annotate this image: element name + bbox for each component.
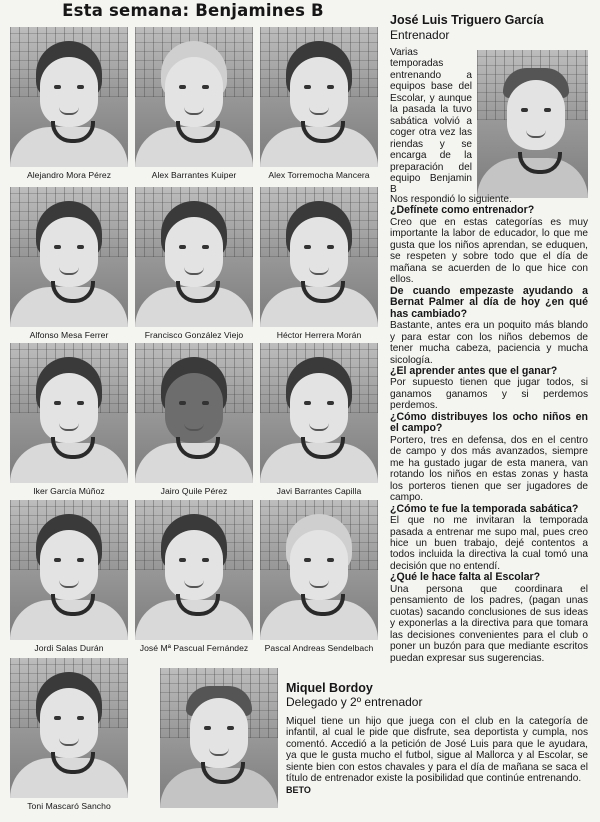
delegate-header <box>286 681 422 709</box>
player-photo <box>260 343 378 483</box>
player-name: Toni Mascaró Sancho <box>27 801 111 811</box>
player-name: Francisco González Viejo <box>144 330 244 340</box>
delegate-role: Delegado y 2º entrenador <box>286 695 423 709</box>
player-name: Alfonso Mesa Ferrer <box>29 330 109 340</box>
player-photo <box>260 500 378 640</box>
player-name: Javi Barrantes Capilla <box>276 486 362 496</box>
delegate-text-block <box>286 716 588 796</box>
coach-header <box>390 13 544 42</box>
player-card <box>260 187 378 340</box>
player-card <box>10 187 128 340</box>
coach-name: José Luis Triguero García <box>390 13 544 27</box>
delegate-name: Miquel Bordoy <box>286 681 373 695</box>
question: ¿Qué le hace falta al Escolar? <box>390 571 541 584</box>
player-photo <box>10 187 128 327</box>
player-card <box>10 500 128 653</box>
player-name: Jordi Salas Durán <box>34 643 104 653</box>
player-card <box>10 27 128 180</box>
player-name: Jairo Quile Pérez <box>160 486 228 496</box>
answer: Una persona que coordinara el pensamiento de los padres, (pagan unas cuotas) sacando conclusiones de sus ideas y exponerlas a la directiva para que tomara las decisiones convenientes para el club o poner un buzón para que mediante escritos puedan expresar sus sugerencias. <box>390 583 588 664</box>
player-name: Héctor Herrera Morán <box>276 330 362 340</box>
player-card <box>135 500 253 653</box>
answer: Bastante, antes era un poquito más blando y para estar con los niños debemos de tener mucha cabeza, paciencia y mucha sicología. <box>390 320 588 366</box>
coach-intro-text: Varias temporadas entrenando a equipos base del Escolar, y aunque la pasada la tuvo sabática volvió a coger otra vez las riendas y se encarga de la preparación del equipo Benjamin B <box>390 47 472 196</box>
player-photo <box>10 343 128 483</box>
player-photo <box>260 27 378 167</box>
player-card <box>135 27 253 180</box>
interview <box>390 194 588 664</box>
player-card <box>260 27 378 180</box>
question: ¿Defínete como entrenador? <box>390 204 535 217</box>
player-photo <box>135 500 253 640</box>
player-photo <box>10 500 128 640</box>
player-card <box>135 187 253 340</box>
intro-tail: Nos respondió lo siguiente. <box>390 194 512 205</box>
delegate-text: Miquel tiene un hijo que juega con el club en la categoría de infantil, al cual le pide que disfrute, sea deportista y cumpla, nos comentó. Accedió a la petición de José Luis para que le ayudara, ya que le gusta mucho el futbol, sigue al Mallorca y al Escolar, se siente bien con estos chavales y para el día de mañana se saca el título de entrenador existe la posibilidad que continúe entrenando. <box>286 716 588 785</box>
player-card <box>260 343 378 496</box>
player-photo <box>260 187 378 327</box>
player-photo <box>10 27 128 167</box>
player-card <box>260 500 378 653</box>
delegate-photo <box>160 668 278 808</box>
player-name: Pascal Andreas Sendelbach <box>264 643 374 653</box>
coach-photo-image <box>477 50 588 198</box>
coach-role: Entrenador <box>390 28 450 42</box>
player-name: Iker García Múñoz <box>33 486 105 496</box>
answer: Portero, tres en defensa, dos en el centro de campo y dos más avanzados, siempre me ha gustado jugar de esta manera, van rotando los niños en estas zonas y hasta los porteros tienen que ser jugadores de campo. <box>390 434 588 504</box>
player-name: Alex Torremocha Mancera <box>268 170 370 180</box>
answer: Por supuesto tienen que jugar todos, si ganamos ganamos y si perdemos perdemos. <box>390 377 588 412</box>
player-photo <box>135 187 253 327</box>
player-photo <box>10 658 128 798</box>
player-card <box>135 343 253 496</box>
author-signature: BETO <box>286 784 311 795</box>
answer: Creo que en estas categorías es muy importante la labor de educador, lo que me gusta que los niños aprendan, se eduquen, se respeten y sobre todo que el día de mañana se acuerden de lo que hice con ellos. <box>390 216 588 286</box>
question: ¿Cómo distribuyes los ocho niños en el campo? <box>390 410 588 435</box>
player-card <box>10 343 128 496</box>
player-photo <box>135 343 253 483</box>
answer: El que no me invitaran la temporada pasada a entrenar me supo mal, pues creo hice un buen trabajo, dejé contentos a todos incluida la directiva la cual tomó una decisión que no entendí. <box>390 515 588 572</box>
page-title: Esta semana: Benjamines B <box>62 1 324 20</box>
player-name: José Mª Pascual Fernández <box>139 643 249 653</box>
delegate-photo-card <box>160 668 278 808</box>
coach-photo <box>477 50 588 198</box>
player-photo <box>135 27 253 167</box>
question: ¿El aprender antes que el ganar? <box>390 364 558 377</box>
question: ¿Cómo te fue la temporada sabática? <box>390 502 579 515</box>
question: De cuando empezaste ayudando a Bernat Palmer al día de hoy ¿en qué has cambiado? <box>390 284 588 320</box>
coach-intro <box>390 47 472 196</box>
player-card <box>10 658 128 811</box>
player-name: Alex Barrantes Kuiper <box>151 170 237 180</box>
player-name: Alejandro Mora Pérez <box>26 170 112 180</box>
